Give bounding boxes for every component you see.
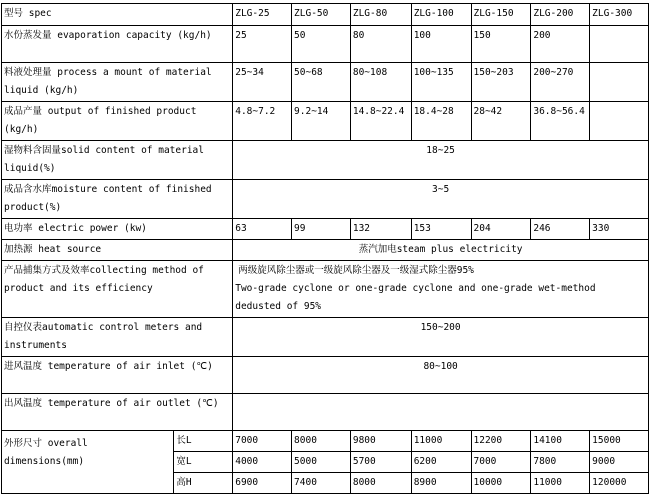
merged-value: 18~25 bbox=[233, 141, 649, 180]
value-cell: 9800 bbox=[350, 431, 411, 452]
collecting-row bbox=[2, 261, 649, 318]
merged-value bbox=[233, 261, 649, 318]
header-label: 型号 spec bbox=[2, 4, 233, 26]
merged-value: 150~200 bbox=[233, 318, 649, 357]
value-cell: 8000 bbox=[350, 473, 411, 494]
collecting-en: Two-grade cyclone or one-grade cyclone and one-grade wet-method dedusted of 95% bbox=[235, 283, 596, 312]
dimension-row bbox=[2, 431, 649, 452]
value-cell: 200~270 bbox=[531, 63, 590, 102]
value-cell: 5000 bbox=[292, 452, 351, 473]
value-cell: 153 bbox=[411, 219, 471, 240]
value-cell: 25 bbox=[233, 26, 292, 63]
row-label: 外形尺寸 overall dimensions(mm) bbox=[2, 431, 174, 494]
value-cell: 11000 bbox=[531, 473, 590, 494]
value-cell: 12200 bbox=[471, 431, 531, 452]
row-label: 成品含水库moisture content of finished product(%) bbox=[2, 180, 233, 219]
row-label: 成品产量 output of finished product (kg/h) bbox=[2, 102, 233, 141]
value-cell: 200 bbox=[531, 26, 590, 63]
value-cell bbox=[590, 102, 649, 141]
merged-value bbox=[233, 394, 649, 431]
value-cell: 15000 bbox=[590, 431, 649, 452]
value-cell: 50 bbox=[292, 26, 351, 63]
value-cell: 7800 bbox=[531, 452, 590, 473]
header-row bbox=[2, 4, 649, 26]
value-cell: 8000 bbox=[292, 431, 351, 452]
value-cell: 100~135 bbox=[411, 63, 471, 102]
dimension-sub-label: 宽L bbox=[174, 452, 233, 473]
output-row bbox=[2, 102, 649, 141]
merged-value: 80~100 bbox=[233, 357, 649, 394]
row-label: 自控仪表automatic control meters and instruments bbox=[2, 318, 233, 357]
value-cell: 50~68 bbox=[292, 63, 351, 102]
row-label: 湿物料含固量solid content of material liquid(%) bbox=[2, 141, 233, 180]
value-cell: 9000 bbox=[590, 452, 649, 473]
value-cell: 36.8~56.4 bbox=[531, 102, 590, 141]
row-label: 产品捕集方式及效率collecting method of product and its efficiency bbox=[2, 261, 233, 318]
value-cell: 204 bbox=[471, 219, 531, 240]
value-cell: 330 bbox=[590, 219, 649, 240]
row-label: 出风温度 temperature of air outlet (℃) bbox=[2, 394, 233, 431]
merged-value: 蒸汽加电steam plus electricity bbox=[233, 240, 649, 261]
value-cell: 99 bbox=[292, 219, 351, 240]
value-cell: 5700 bbox=[350, 452, 411, 473]
value-cell: 150 bbox=[471, 26, 531, 63]
value-cell: 9.2~14 bbox=[292, 102, 351, 141]
value-cell: 10000 bbox=[471, 473, 531, 494]
value-cell: 100 bbox=[411, 26, 471, 63]
model-cell: ZLG-50 bbox=[292, 4, 351, 26]
air-inlet-row bbox=[2, 357, 649, 394]
solid-content-row bbox=[2, 141, 649, 180]
model-cell: ZLG-200 bbox=[531, 4, 590, 26]
value-cell: 7400 bbox=[292, 473, 351, 494]
dimension-sub-label: 长L bbox=[174, 431, 233, 452]
value-cell: 11000 bbox=[411, 431, 471, 452]
value-cell: 4000 bbox=[233, 452, 292, 473]
model-cell: ZLG-150 bbox=[471, 4, 531, 26]
dimension-sub-label: 高H bbox=[174, 473, 233, 494]
value-cell: 8900 bbox=[411, 473, 471, 494]
value-cell: 132 bbox=[350, 219, 411, 240]
value-cell: 18.4~28 bbox=[411, 102, 471, 141]
value-cell: 6200 bbox=[411, 452, 471, 473]
value-cell bbox=[590, 63, 649, 102]
value-cell: 6900 bbox=[233, 473, 292, 494]
value-cell: 14100 bbox=[531, 431, 590, 452]
row-label: 进风温度 temperature of air inlet (℃) bbox=[2, 357, 233, 394]
air-outlet-row bbox=[2, 394, 649, 431]
collecting-cn: 两级旋风除尘器或一级旋风除尘器及一级湿式除尘器95% bbox=[238, 265, 474, 276]
value-cell: 7000 bbox=[233, 431, 292, 452]
value-cell: 80~108 bbox=[350, 63, 411, 102]
row-label: 料液处理量 process a mount of material liquid (kg/h) bbox=[2, 63, 233, 102]
moisture-row bbox=[2, 180, 649, 219]
spec-table bbox=[1, 3, 649, 494]
value-cell: 246 bbox=[531, 219, 590, 240]
value-cell: 150~203 bbox=[471, 63, 531, 102]
value-cell: 4.8~7.2 bbox=[233, 102, 292, 141]
row-label: 水份蒸发量 evaporation capacity (kg/h) bbox=[2, 26, 233, 63]
value-cell: 7000 bbox=[471, 452, 531, 473]
model-cell: ZLG-100 bbox=[411, 4, 471, 26]
value-cell: 28~42 bbox=[471, 102, 531, 141]
process-row bbox=[2, 63, 649, 102]
row-label: 电功率 electric power (kw) bbox=[2, 219, 233, 240]
value-cell: 120000 bbox=[590, 473, 649, 494]
evaporation-row bbox=[2, 26, 649, 63]
value-cell bbox=[590, 26, 649, 63]
row-label: 加热源 heat source bbox=[2, 240, 233, 261]
model-cell: ZLG-300 bbox=[590, 4, 649, 26]
merged-value: 3~5 bbox=[233, 180, 649, 219]
heat-source-row bbox=[2, 240, 649, 261]
model-cell: ZLG-80 bbox=[350, 4, 411, 26]
value-cell: 63 bbox=[233, 219, 292, 240]
value-cell: 80 bbox=[350, 26, 411, 63]
value-cell: 25~34 bbox=[233, 63, 292, 102]
value-cell: 14.8~22.4 bbox=[350, 102, 411, 141]
control-row bbox=[2, 318, 649, 357]
model-cell: ZLG-25 bbox=[233, 4, 292, 26]
power-row bbox=[2, 219, 649, 240]
